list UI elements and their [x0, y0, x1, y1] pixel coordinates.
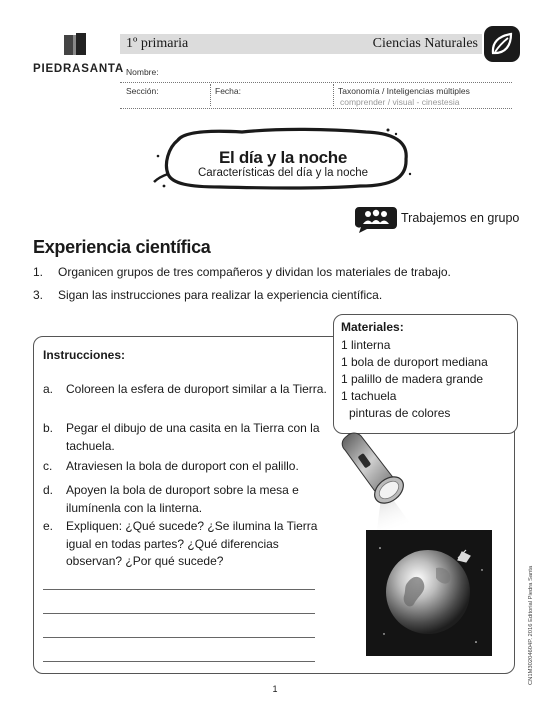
- answer-line[interactable]: [43, 613, 315, 614]
- answer-line[interactable]: [43, 589, 315, 590]
- instruction-item: a. Coloreen la esfera de duroport similar a la Tierra.: [43, 382, 327, 396]
- name-label: Nombre:: [126, 67, 159, 77]
- instruction-item: b. Pegar el dibujo de una casita en la Tierra con la tachuela.: [43, 421, 320, 453]
- people-group-icon: [355, 205, 397, 233]
- instruction-item: e. Expliquen: ¿Qué sucede? ¿Se ilumina la Tierra igual en todas partes? ¿Qué diferencias observan? ¿Por qué sucede?: [43, 519, 318, 568]
- copyright-text: CN1M30204604P. 2016 Editorial Piedra Santa: [528, 565, 534, 685]
- step-item: 3. Sigan las instrucciones para realizar la experiencia científica.: [33, 288, 383, 302]
- flashlight-illustration: [337, 432, 415, 530]
- section-label: Sección:: [126, 86, 159, 96]
- subject-label: Ciencias Naturales: [372, 36, 478, 51]
- name-field-line[interactable]: [120, 82, 512, 83]
- material-item: pinturas de colores: [349, 406, 451, 420]
- earth-illustration: [366, 530, 492, 656]
- materials-title: Materiales:: [341, 320, 404, 334]
- publisher-logo: PIEDRASANTA: [33, 63, 125, 75]
- publisher-logo-icon: [64, 33, 86, 57]
- page-title: El día y la noche: [218, 148, 348, 167]
- material-item: 1 tachuela: [341, 389, 397, 403]
- taxonomy-label: Taxonomía / Inteligencias múltiples: [338, 86, 470, 96]
- section-field-line[interactable]: [120, 108, 512, 109]
- page-number: 1: [272, 684, 278, 694]
- step-item: 1. Organicen grupos de tres compañeros y dividan los materiales de trabajo.: [33, 265, 451, 279]
- material-item: 1 bola de duroport mediana: [341, 355, 488, 369]
- header-divider: [210, 84, 211, 106]
- grade-label: 1º primaria: [126, 36, 189, 51]
- leaf-icon: [484, 26, 520, 62]
- instruction-item: d. Apoyen la bola de duroport sobre la mesa e ilumínenla con la linterna.: [43, 483, 299, 515]
- page-subtitle: Características del día y la noche: [197, 167, 369, 179]
- answer-line[interactable]: [43, 637, 315, 638]
- material-item: 1 palillo de madera grande: [341, 372, 484, 386]
- instructions-title: Instrucciones:: [43, 348, 126, 362]
- taxonomy-values: comprender / visual - cinestesia: [340, 97, 460, 107]
- section-title: Experiencia científica: [33, 237, 211, 257]
- group-work-label: Trabajemos en grupo: [401, 211, 520, 225]
- answer-line[interactable]: [43, 661, 315, 662]
- date-label: Fecha:: [215, 86, 241, 96]
- material-item: 1 linterna: [341, 338, 391, 352]
- header-divider: [333, 84, 334, 106]
- instruction-item: c. Atraviesen la bola de duroport con el palillo.: [43, 459, 299, 473]
